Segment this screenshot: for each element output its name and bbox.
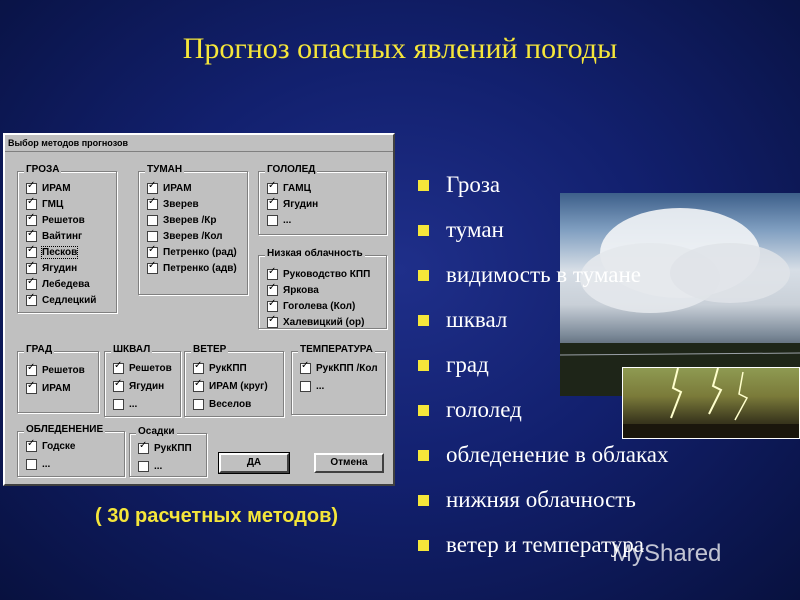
- ok-button[interactable]: ДА: [219, 453, 289, 473]
- checkbox-label: Решетов: [42, 365, 85, 376]
- group-grad-label: ГРАД: [26, 344, 53, 355]
- checkbox-groza-3[interactable]: [26, 230, 82, 243]
- checkbox-label: Ягудин: [42, 263, 78, 274]
- square-bullet-icon: [418, 360, 429, 371]
- checkbox-shkval-0[interactable]: [113, 362, 172, 375]
- phenomenon-item: [418, 168, 668, 213]
- checkbox-checked-icon[interactable]: [147, 263, 158, 274]
- checkbox-nizkaya-1[interactable]: [267, 284, 319, 297]
- checkbox-groza-6[interactable]: [26, 278, 90, 291]
- checkbox-label: Яркова: [283, 285, 319, 296]
- checkbox-tuman-2[interactable]: [147, 214, 216, 227]
- checkbox-label: ИРАМ (круг): [209, 381, 268, 392]
- checkbox-label: Седлецкий: [42, 295, 97, 306]
- checkbox-nizkaya-3[interactable]: [267, 316, 364, 329]
- checkbox-checked-icon[interactable]: [113, 381, 124, 392]
- group-obledenenie: [17, 424, 125, 477]
- method-selection-dialog: [3, 133, 395, 486]
- checkbox-grad-1[interactable]: [26, 382, 71, 395]
- checkbox-checked-icon[interactable]: [26, 441, 37, 452]
- checkbox-checked-icon[interactable]: [26, 263, 37, 274]
- checkbox-label: ...: [42, 459, 51, 470]
- checkbox-groza-2[interactable]: [26, 214, 85, 227]
- phenomenon-item: [418, 348, 668, 393]
- checkbox-tuman-5[interactable]: [147, 262, 237, 275]
- square-bullet-icon: [418, 495, 429, 506]
- checkbox-checked-icon[interactable]: [147, 247, 158, 258]
- checkbox-checked-icon[interactable]: [26, 365, 37, 376]
- checkbox-label: ...: [316, 381, 325, 392]
- phenomenon-label: видимость в тумане: [446, 262, 641, 287]
- checkbox-label: Зверев /Кр: [163, 215, 217, 226]
- checkbox-shkval-2[interactable]: [113, 398, 137, 411]
- methods-count-caption: ( 30 расчетных методов): [95, 505, 339, 527]
- square-bullet-icon: [418, 270, 429, 281]
- checkbox-label: Ягудин: [283, 199, 319, 210]
- checkbox-groza-4[interactable]: [26, 246, 77, 259]
- checkbox-checked-icon[interactable]: [267, 317, 278, 328]
- checkbox-osadki-1[interactable]: [138, 460, 162, 473]
- checkbox-checked-icon[interactable]: [26, 279, 37, 290]
- checkbox-empty-icon[interactable]: [26, 459, 37, 470]
- checkbox-checked-icon[interactable]: [26, 247, 37, 258]
- checkbox-label: РукКПП: [209, 363, 247, 374]
- checkbox-label: Решетов: [129, 363, 172, 374]
- checkbox-empty-icon[interactable]: [193, 399, 204, 410]
- checkbox-groza-7[interactable]: [26, 294, 96, 307]
- group-veter-label: ВЕТЕР: [193, 344, 227, 355]
- phenomenon-label: град: [446, 352, 489, 377]
- checkbox-checked-icon[interactable]: [147, 183, 158, 194]
- phenomenon-item: [418, 393, 668, 438]
- checkbox-groza-5[interactable]: [26, 262, 77, 275]
- checkbox-label: Халевицкий (ор): [283, 317, 365, 328]
- checkbox-label: Ягудин: [129, 381, 165, 392]
- checkbox-label: ИРАМ: [163, 183, 192, 194]
- square-bullet-icon: [418, 225, 429, 236]
- phenomena-list: [418, 168, 668, 573]
- checkbox-checked-icon[interactable]: [267, 285, 278, 296]
- checkbox-nizkaya-2[interactable]: [267, 300, 355, 313]
- group-groza-label: ГРОЗА: [26, 164, 60, 175]
- square-bullet-icon: [418, 405, 429, 416]
- checkbox-label: Годске: [42, 441, 76, 452]
- checkbox-gololed-2[interactable]: [267, 214, 291, 227]
- phenomenon-item: [418, 438, 668, 483]
- phenomenon-label: шквал: [446, 307, 508, 332]
- checkbox-checked-icon[interactable]: [26, 183, 37, 194]
- checkbox-empty-icon[interactable]: [138, 461, 149, 472]
- checkbox-empty-icon[interactable]: [113, 399, 124, 410]
- checkbox-checked-icon[interactable]: [26, 295, 37, 306]
- group-obledenenie-label: ОБЛЕДЕНЕНИЕ: [26, 424, 104, 435]
- group-osadki-label: Осадки: [138, 426, 175, 437]
- checkbox-empty-icon[interactable]: [147, 215, 158, 226]
- checkbox-label: Веселов: [209, 399, 252, 410]
- checkbox-groza-1[interactable]: [26, 198, 63, 211]
- checkbox-tuman-0[interactable]: [147, 182, 192, 195]
- checkbox-grad-0[interactable]: [26, 364, 85, 377]
- checkbox-checked-icon[interactable]: [267, 199, 278, 210]
- checkbox-label: Зверев /Кол: [163, 231, 223, 242]
- checkbox-label: РукКПП /Кол: [316, 363, 378, 374]
- group-gololed-label: ГОЛОЛЕД: [267, 164, 316, 175]
- group-osadki: [129, 426, 207, 477]
- phenomenon-label: Гроза: [446, 172, 501, 197]
- phenomenon-label: ветер и температура: [446, 532, 644, 557]
- group-tuman-label: ТУМАН: [147, 164, 183, 175]
- checkbox-veter-2[interactable]: [193, 398, 251, 411]
- group-grad: [17, 344, 99, 413]
- checkbox-label: Вайтинг: [42, 231, 83, 242]
- checkbox-label: ...: [154, 461, 163, 472]
- checkbox-temperatura-0[interactable]: [300, 362, 378, 375]
- group-shkval-label: ШКВАЛ: [113, 344, 151, 355]
- checkbox-label: Гоголева (Кол): [283, 301, 356, 312]
- checkbox-label: Песков: [42, 247, 78, 258]
- group-nizkaya: [258, 248, 387, 329]
- checkbox-label: ГМЦ: [42, 199, 64, 210]
- myshared-watermark: MyShared: [612, 540, 722, 567]
- square-bullet-icon: [418, 315, 429, 326]
- checkbox-label: ИРАМ: [42, 183, 71, 194]
- checkbox-checked-icon[interactable]: [113, 363, 124, 374]
- group-gololed: [258, 164, 387, 235]
- phenomenon-label: нижняя облачность: [446, 487, 636, 512]
- checkbox-checked-icon[interactable]: [193, 381, 204, 392]
- checkbox-gololed-1[interactable]: [267, 198, 318, 211]
- checkbox-label: Лебедева: [42, 279, 90, 290]
- checkbox-label: Петренко (адв): [163, 263, 237, 274]
- phenomenon-label: туман: [446, 217, 504, 242]
- group-nizkaya-label: Низкая облачность: [267, 248, 363, 259]
- checkbox-checked-icon[interactable]: [193, 363, 204, 374]
- checkbox-veter-1[interactable]: [193, 380, 268, 393]
- square-bullet-icon: [418, 450, 429, 461]
- checkbox-shkval-1[interactable]: [113, 380, 164, 393]
- checkbox-label: Петренко (рад): [163, 247, 237, 258]
- group-temperatura-label: ТЕМПЕРАТУРА: [300, 344, 373, 355]
- group-temperatura: [291, 344, 386, 415]
- checkbox-veter-0[interactable]: [193, 362, 247, 375]
- phenomenon-item: [418, 213, 668, 258]
- checkbox-label: ...: [129, 399, 138, 410]
- checkbox-checked-icon[interactable]: [26, 383, 37, 394]
- checkbox-checked-icon[interactable]: [26, 215, 37, 226]
- checkbox-empty-icon[interactable]: [300, 381, 311, 392]
- checkbox-label: ГАМЦ: [283, 183, 311, 194]
- checkbox-checked-icon[interactable]: [138, 443, 149, 454]
- phenomenon-item: [418, 258, 668, 303]
- group-shkval: [104, 344, 181, 417]
- phenomenon-item: [418, 303, 668, 348]
- checkbox-temperatura-1[interactable]: [300, 380, 324, 393]
- checkbox-tuman-1[interactable]: [147, 198, 199, 211]
- group-veter: [184, 344, 284, 417]
- checkbox-checked-icon[interactable]: [300, 363, 311, 374]
- checkbox-empty-icon[interactable]: [147, 231, 158, 242]
- checkbox-osadki-0[interactable]: [138, 442, 192, 455]
- phenomenon-label: обледенение в облаках: [446, 442, 669, 467]
- checkbox-checked-icon[interactable]: [147, 199, 158, 210]
- dialog-title: Выбор методов прогнозов: [5, 135, 393, 152]
- checkbox-label: Руководство КПП: [283, 269, 371, 280]
- checkbox-empty-icon[interactable]: [267, 215, 278, 226]
- cancel-button[interactable]: Отмена: [314, 453, 384, 473]
- checkbox-obledenenie-1[interactable]: [26, 458, 50, 471]
- square-bullet-icon: [418, 540, 429, 551]
- checkbox-checked-icon[interactable]: [26, 231, 37, 242]
- checkbox-gololed-0[interactable]: [267, 182, 311, 195]
- group-groza: [17, 164, 117, 313]
- checkbox-nizkaya-0[interactable]: [267, 268, 370, 281]
- phenomenon-label: гололед: [446, 397, 522, 422]
- checkbox-checked-icon[interactable]: [267, 269, 278, 280]
- checkbox-checked-icon[interactable]: [26, 199, 37, 210]
- checkbox-checked-icon[interactable]: [267, 301, 278, 312]
- checkbox-obledenenie-0[interactable]: [26, 440, 76, 453]
- group-tuman: [138, 164, 248, 295]
- checkbox-label: Решетов: [42, 215, 85, 226]
- checkbox-label: Зверев: [163, 199, 199, 210]
- slide-title: Прогноз опасных явлений погоды: [182, 32, 618, 65]
- phenomenon-item: [418, 483, 668, 528]
- square-bullet-icon: [418, 180, 429, 191]
- checkbox-label: РукКПП: [154, 443, 192, 454]
- checkbox-tuman-4[interactable]: [147, 246, 237, 259]
- checkbox-label: ИРАМ: [42, 383, 71, 394]
- checkbox-checked-icon[interactable]: [267, 183, 278, 194]
- checkbox-groza-0[interactable]: [26, 182, 71, 195]
- checkbox-label: ...: [283, 215, 292, 226]
- checkbox-tuman-3[interactable]: [147, 230, 223, 243]
